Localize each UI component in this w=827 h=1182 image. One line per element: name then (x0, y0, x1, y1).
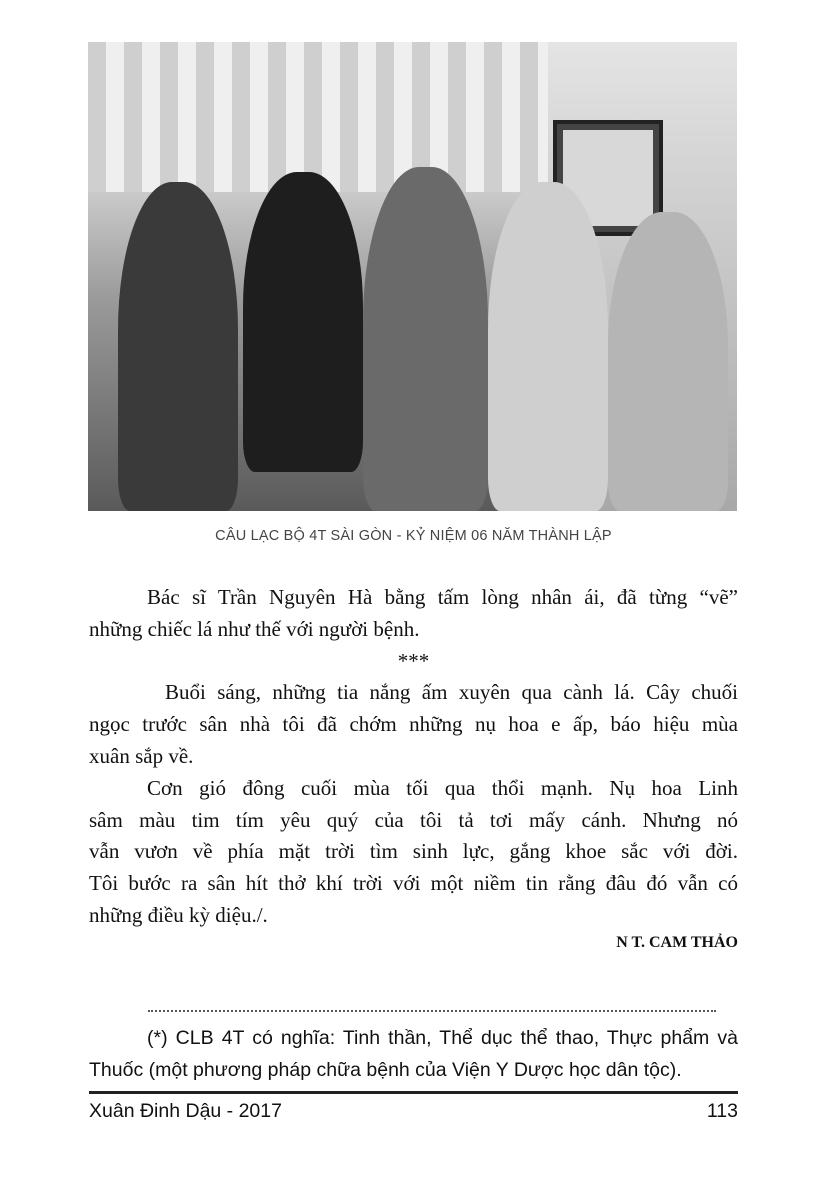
text-line: xuân sắp về. (89, 743, 194, 768)
person (608, 212, 728, 511)
issue-title: Xuân Đinh Dậu - 2017 (89, 1100, 282, 1122)
person (363, 167, 488, 511)
page-number: 113 (706, 1100, 738, 1122)
footnote (89, 1022, 738, 1086)
person (243, 172, 363, 472)
article-body (89, 582, 738, 952)
curtain-backdrop (88, 42, 548, 192)
footnote-separator (148, 996, 716, 1012)
group-photo (88, 42, 737, 511)
footer-rule (89, 1091, 738, 1094)
person (488, 182, 608, 511)
text-line: Bác sĩ Trần Nguyên Hà bằng tấm lòng nhân ái, đã từng “vẽ” (147, 585, 738, 609)
text-line: vẫn vươn về phía mặt trời tìm sinh lực, gắng khoe sắc với đời. (89, 839, 738, 864)
author-signature: N T. CAM THẢO (616, 933, 738, 951)
text-line: Buổi sáng, những tia nắng ấm xuyên qua cành lá. Cây chuối (165, 680, 738, 705)
text-line: những chiếc lá như thế với người bệnh. (89, 616, 420, 641)
person (118, 182, 238, 511)
text-line: Tôi bước ra sân hít thở khí trời với một niềm tin rằng đâu đó vẫn có (89, 871, 738, 896)
text-line: ngọc trước sân nhà tôi đã chớm những nụ hoa e ấp, báo hiệu mùa (89, 712, 738, 737)
photo-caption: CÂU LẠC BỘ 4T SÀI GÒN - KỶ NIỆM 06 NĂM THÀNH LẬP (215, 528, 612, 544)
text-line: Cơn gió đông cuối mùa tối qua thổi mạnh. Nụ hoa Linh (147, 775, 738, 800)
footnote-line: (*) CLB 4T có nghĩa: Tinh thần, Thể dục thể thao, Thực phẩm và (147, 1027, 738, 1049)
section-separator: *** (397, 648, 430, 673)
text-line: những điều kỳ diệu./. (89, 902, 268, 927)
footnote-line: Thuốc (một phương pháp chữa bệnh của Viện Y Dược học dân tộc). (89, 1059, 682, 1081)
page-footer (89, 1100, 738, 1123)
text-line: sâm màu tim tím yêu quý của tôi tả tơi mấy cánh. Nhưng nó (89, 807, 738, 832)
